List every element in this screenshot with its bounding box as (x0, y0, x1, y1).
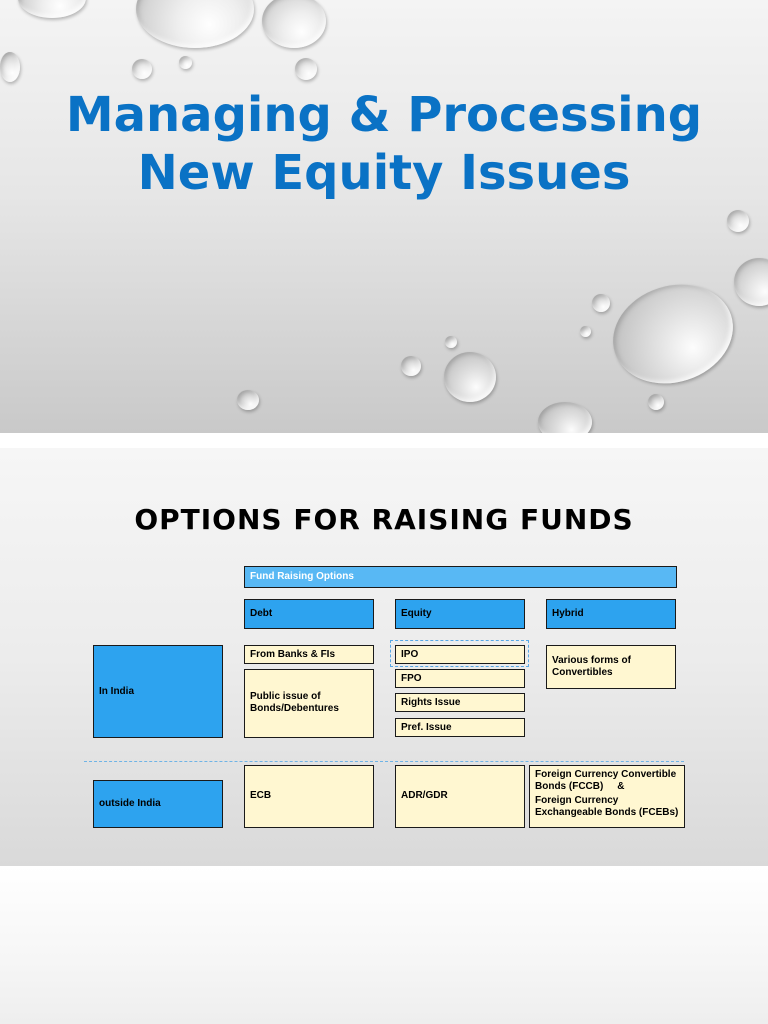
equity-pref-issue-cell: Pref. Issue (395, 718, 525, 737)
water-drop-decoration (445, 336, 457, 348)
slide-title (0, 86, 768, 202)
equity-fpo-cell: FPO (395, 669, 525, 688)
water-drop-decoration (237, 390, 259, 410)
hybrid-convertibles-cell: Various forms of Convertibles (546, 645, 676, 689)
water-drop-decoration (179, 56, 192, 69)
water-drop-decoration (262, 0, 326, 48)
debt-public-issue-cell: Public issue of Bonds/Debentures (244, 669, 374, 738)
water-drop-decoration (734, 258, 768, 306)
water-drop-decoration (0, 52, 20, 82)
equity-column-header: Equity (395, 599, 525, 629)
debt-banks-cell: From Banks & FIs (244, 645, 374, 664)
options-title: OPTIONS FOR RAISING FUNDS (134, 503, 634, 536)
equity-ipo-cell: IPO (395, 645, 525, 664)
water-drop-decoration (580, 326, 591, 337)
outside-adr-gdr-cell: ADR/GDR (395, 765, 525, 828)
outside-ecb-cell: ECB (244, 765, 374, 828)
fund-raising-options-header: Fund Raising Options (244, 566, 677, 588)
water-drop-decoration (600, 269, 746, 398)
slide-separator (0, 433, 768, 448)
row-divider (84, 761, 684, 762)
water-drop-decoration (648, 394, 664, 410)
water-drop-decoration (132, 59, 152, 79)
outside-fccb-fceb-cell (529, 765, 685, 828)
water-drop-decoration (401, 356, 421, 376)
water-drop-decoration (727, 210, 749, 232)
title-slide (0, 0, 768, 433)
water-drop-decoration (592, 294, 610, 312)
debt-column-header: Debt (244, 599, 374, 629)
in-india-row-header: In India (93, 645, 223, 738)
equity-rights-issue-cell: Rights Issue (395, 693, 525, 712)
water-drop-decoration (538, 402, 592, 433)
water-drop-decoration (295, 58, 317, 80)
fccb-text: Foreign Currency Convertible Bonds (FCCB) & (535, 769, 679, 792)
hybrid-column-header: Hybrid (546, 599, 676, 629)
next-slide-partial (0, 866, 768, 1024)
fceb-text: Foreign Currency Exchangeable Bonds (FCEBs) (535, 795, 679, 818)
title-line-1: Managing & Processing (65, 87, 703, 143)
water-drop-decoration (18, 0, 86, 18)
water-drop-decoration (444, 352, 496, 402)
water-drop-decoration (136, 0, 254, 48)
title-line-2: New Equity Issues (137, 145, 631, 201)
outside-india-row-header: outside India (93, 780, 223, 828)
